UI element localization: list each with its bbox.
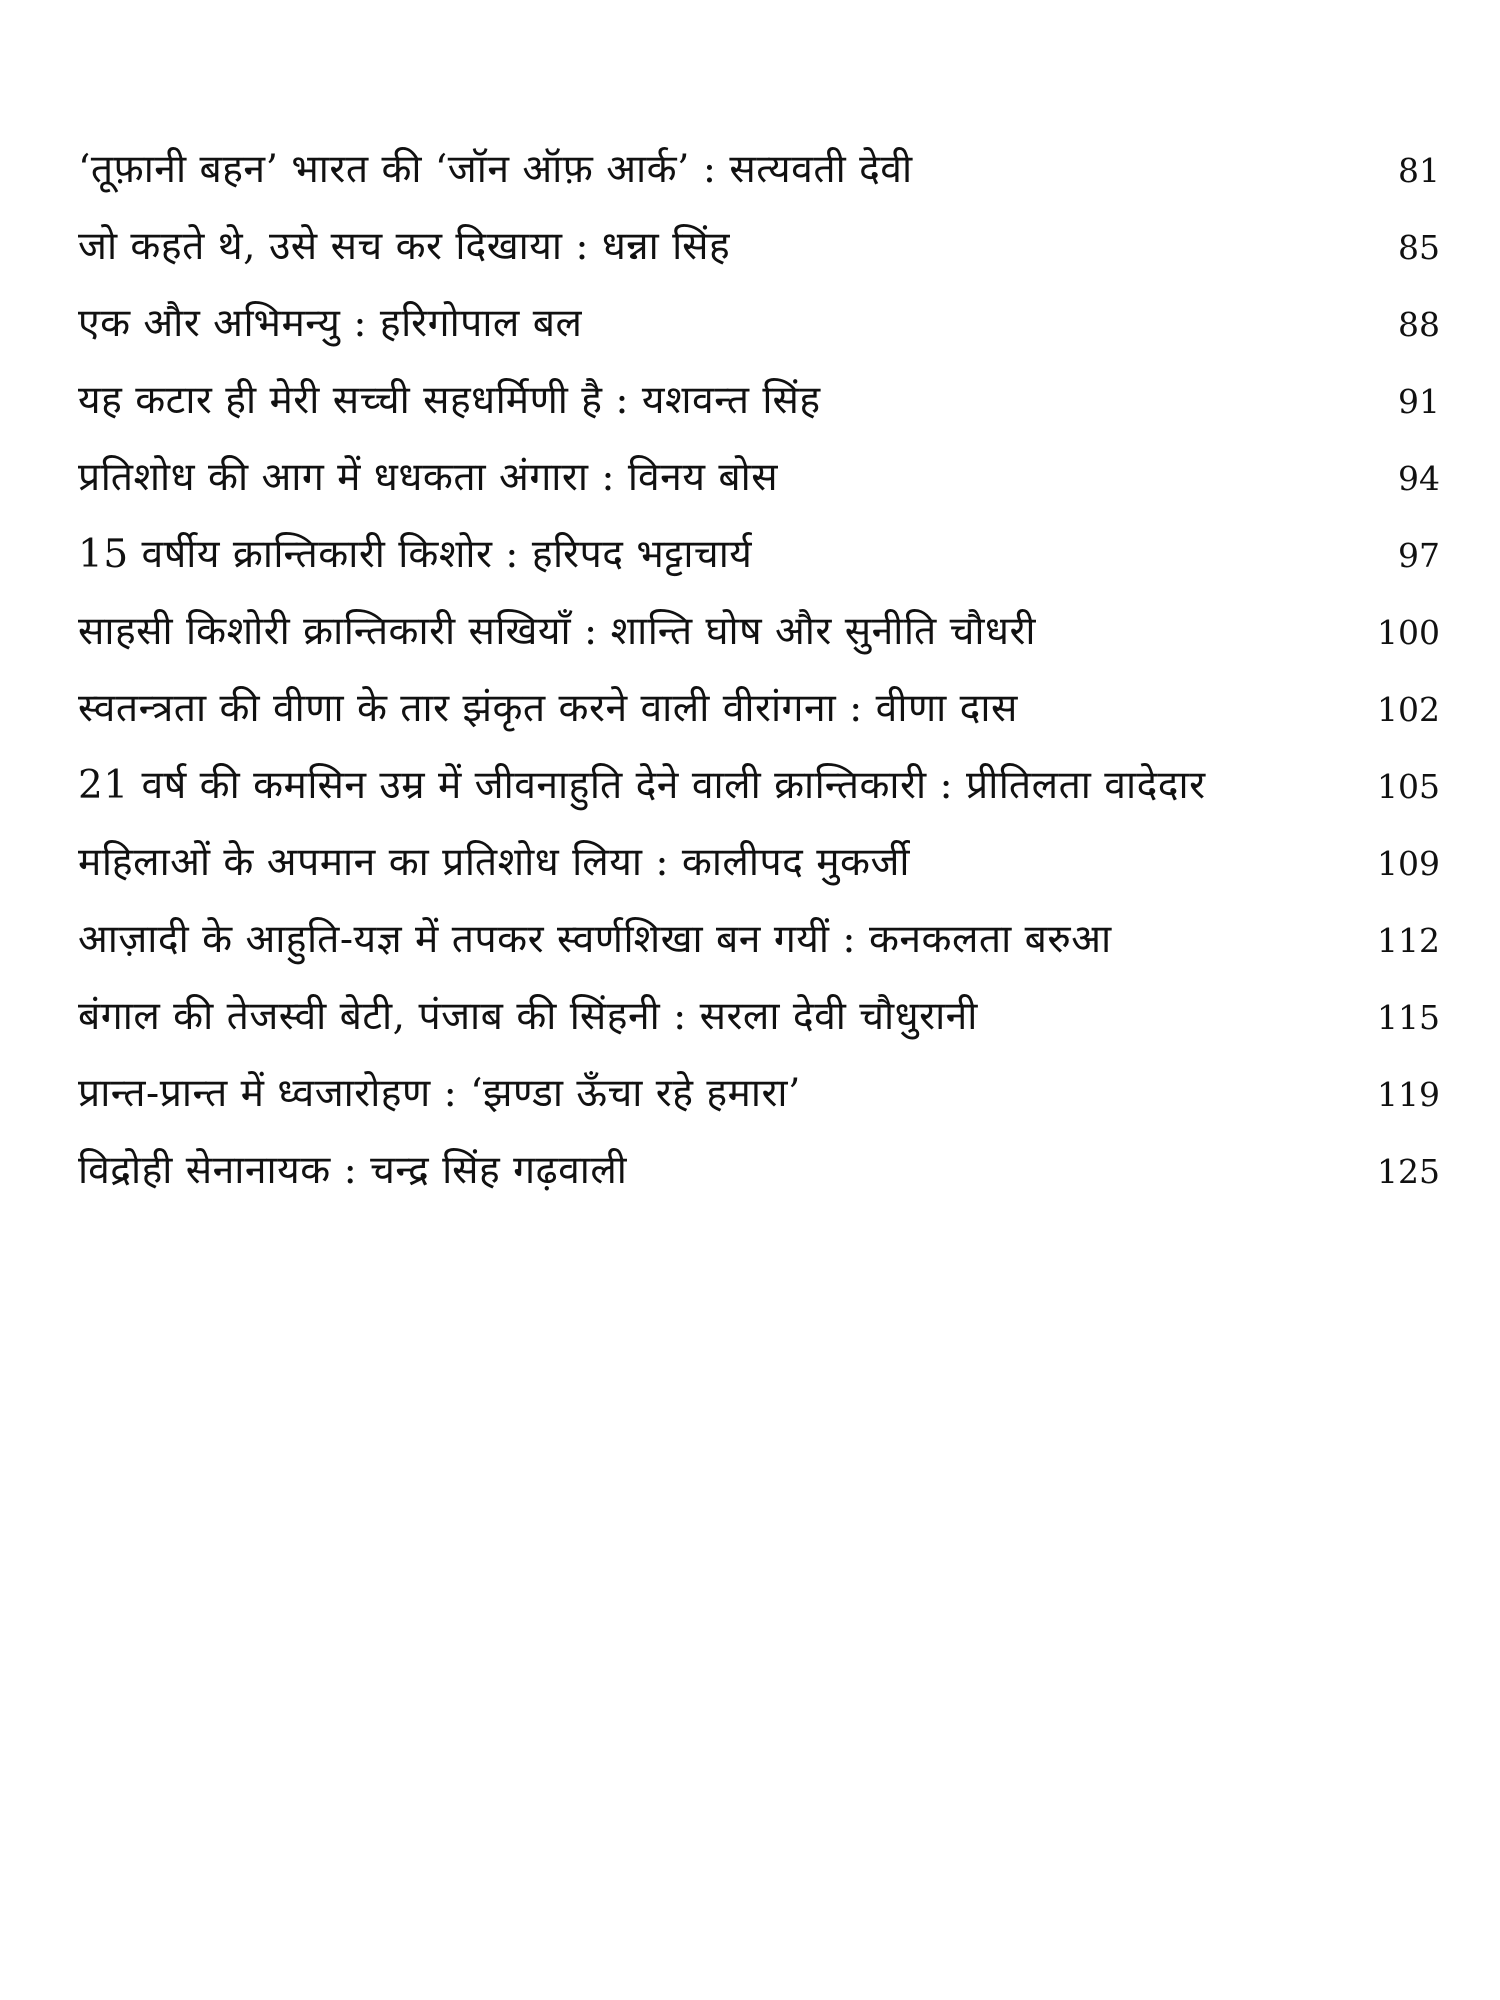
toc-entry (78, 294, 1440, 371)
toc-entry-page: 125 (1377, 1152, 1440, 1191)
toc-entry-title: स्वतन्त्रता की वीणा के तार झंकृत करने वाली वीरांगना : वीणा दास (78, 686, 1018, 731)
toc-entry-page: 94 (1398, 459, 1440, 498)
toc-entry-page: 100 (1377, 613, 1440, 652)
toc-entry-page: 112 (1377, 921, 1440, 960)
table-of-contents (78, 140, 1440, 1218)
toc-entry (78, 140, 1440, 217)
toc-entry-title: प्रतिशोध की आग में धधकता अंगारा : विनय बोस (78, 455, 779, 500)
toc-entry (78, 833, 1440, 910)
toc-entry (78, 371, 1440, 448)
toc-entry-page: 115 (1377, 998, 1440, 1037)
toc-entry (78, 679, 1440, 756)
toc-entry-page: 109 (1377, 844, 1440, 883)
toc-entry-page: 97 (1398, 536, 1440, 575)
toc-entry-title: साहसी किशोरी क्रान्तिकारी सखियाँ : शान्ति घोष और सुनीति चौधरी (78, 609, 1037, 654)
toc-entry-title: आज़ादी के आहुति-यज्ञ में तपकर स्वर्णशिखा बन गयीं : कनकलता बरुआ (78, 917, 1112, 962)
toc-entry-page: 102 (1377, 690, 1440, 729)
toc-entry-title: जो कहते थे, उसे सच कर दिखाया : धन्ना सिंह (78, 224, 731, 269)
toc-entry-title: ‘तूफ़ानी बहन’ भारत की ‘जॉन ऑफ़ आर्क’ : सत्यवती देवी (78, 147, 913, 192)
toc-entry-title: यह कटार ही मेरी सच्ची सहधर्मिणी है : यशवन्त सिंह (78, 378, 821, 423)
toc-entry-title: प्रान्त-प्रान्त में ध्वजारोहण : ‘झण्डा ऊँचा रहे हमारा’ (78, 1071, 801, 1116)
toc-entry (78, 910, 1440, 987)
toc-entry-page: 91 (1398, 382, 1440, 421)
toc-entry (78, 448, 1440, 525)
toc-entry (78, 602, 1440, 679)
toc-entry (78, 756, 1440, 833)
toc-entry-page: 105 (1377, 767, 1440, 806)
toc-entry-page: 88 (1398, 305, 1440, 344)
toc-entry-title: महिलाओं के अपमान का प्रतिशोध लिया : कालीपद मुकर्जी (78, 840, 911, 885)
toc-entry (78, 525, 1440, 602)
toc-entry-title: 15 वर्षीय क्रान्तिकारी किशोर : हरिपद भट्टाचार्य (78, 532, 753, 577)
toc-entry-title: एक और अभिमन्यु : हरिगोपाल बल (78, 301, 583, 346)
toc-entry-title: विद्रोही सेनानायक : चन्द्र सिंह गढ़वाली (78, 1148, 628, 1193)
toc-entry (78, 1141, 1440, 1218)
toc-entry-title: बंगाल की तेजस्वी बेटी, पंजाब की सिंहनी : सरला देवी चौधुरानी (78, 994, 978, 1039)
toc-entry-title: 21 वर्ष की कमसिन उम्र में जीवनाहुति देने वाली क्रान्तिकारी : प्रीतिलता वादेदार (78, 763, 1206, 808)
toc-entry (78, 217, 1440, 294)
toc-entry-page: 85 (1398, 228, 1440, 267)
toc-entry (78, 987, 1440, 1064)
toc-entry-page: 81 (1398, 151, 1440, 190)
toc-entry-page: 119 (1377, 1075, 1440, 1114)
toc-entry (78, 1064, 1440, 1141)
